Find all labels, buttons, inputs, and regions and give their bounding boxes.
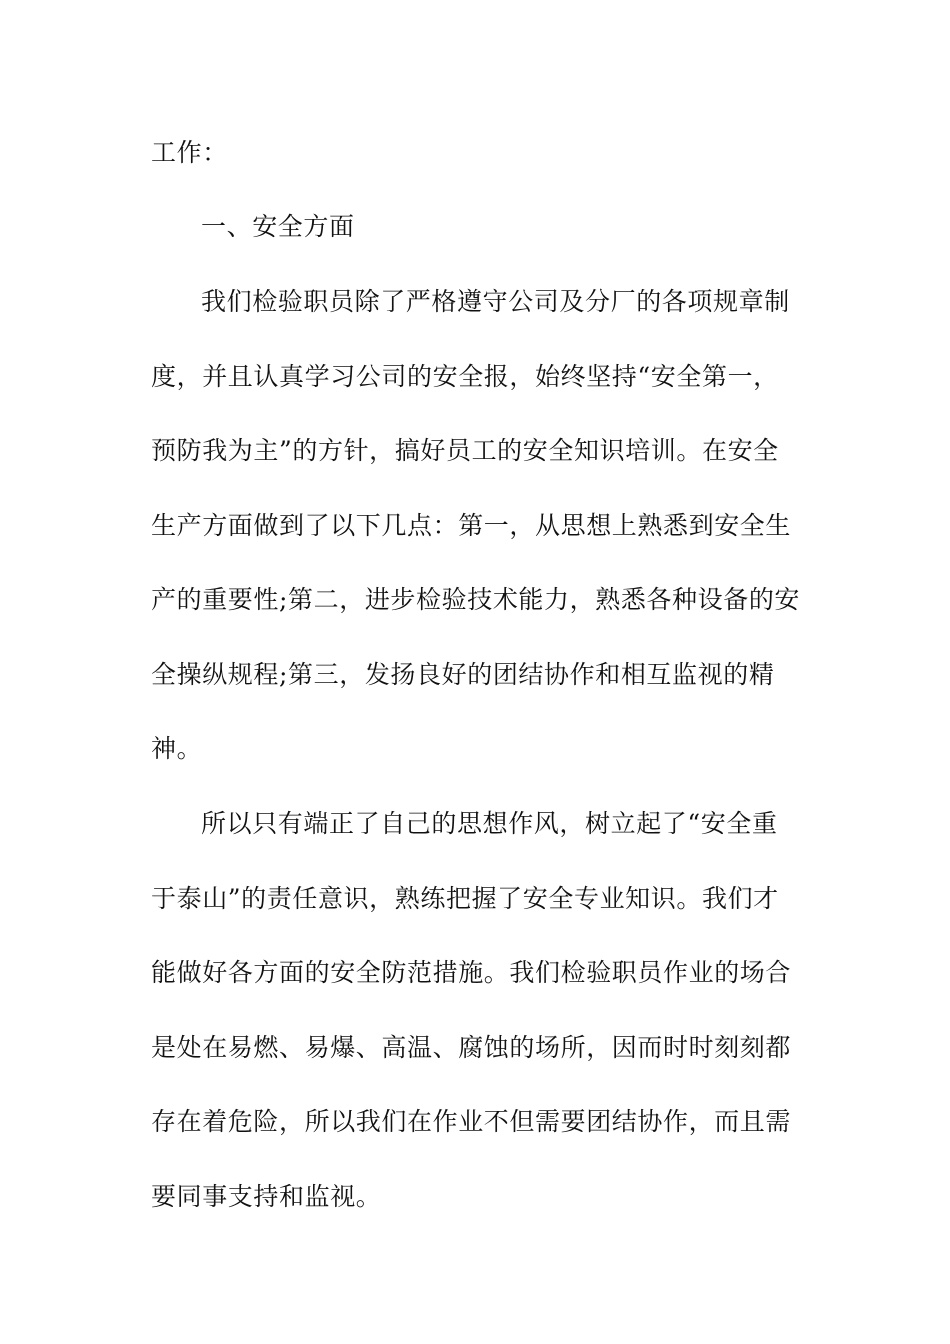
paragraph-2-line-1: 所以只有端正了自己的思想作风，树立起了“安全重: [201, 809, 778, 838]
text-line-continuation: 工作：: [151, 138, 228, 167]
paragraph-1-line-2: 度，并且认真学习公司的安全报，始终坚持“安全第一，: [151, 362, 779, 391]
paragraph-2-line-2: 于泰山”的责任意识，熟练把握了安全专业知识。我们才: [151, 884, 779, 913]
section-heading: 一、安全方面: [201, 212, 355, 241]
paragraph-1-line-1: 我们检验职员除了严格遵守公司及分厂的各项规章制: [201, 287, 790, 316]
paragraph-2-line-3: 能做好各方面的安全防范措施。我们检验职员作业的场合: [151, 958, 792, 987]
paragraph-2-line-5: 存在着危险，所以我们在作业不但需要团结协作，而且需: [151, 1107, 792, 1136]
paragraph-1-line-7: 神。: [151, 734, 203, 763]
paragraph-1-line-5: 产的重要性;第二，进步检验技术能力，熟悉各种设备的安: [151, 585, 801, 614]
paragraph-1-line-3: 预防我为主”的方针，搞好员工的安全知识培训。在安全: [151, 436, 779, 465]
paragraph-2-line-4: 是处在易燃、易爆、高温、腐蚀的场所，因而时时刻刻都: [151, 1033, 792, 1062]
paragraph-1-line-4: 生产方面做到了以下几点：第一，从思想上熟悉到安全生: [151, 511, 792, 540]
paragraph-1-line-6: 全操纵规程;第三，发扬良好的团结协作和相互监视的精: [151, 660, 775, 689]
paragraph-2-line-6: 要同事支持和监视。: [151, 1182, 382, 1211]
